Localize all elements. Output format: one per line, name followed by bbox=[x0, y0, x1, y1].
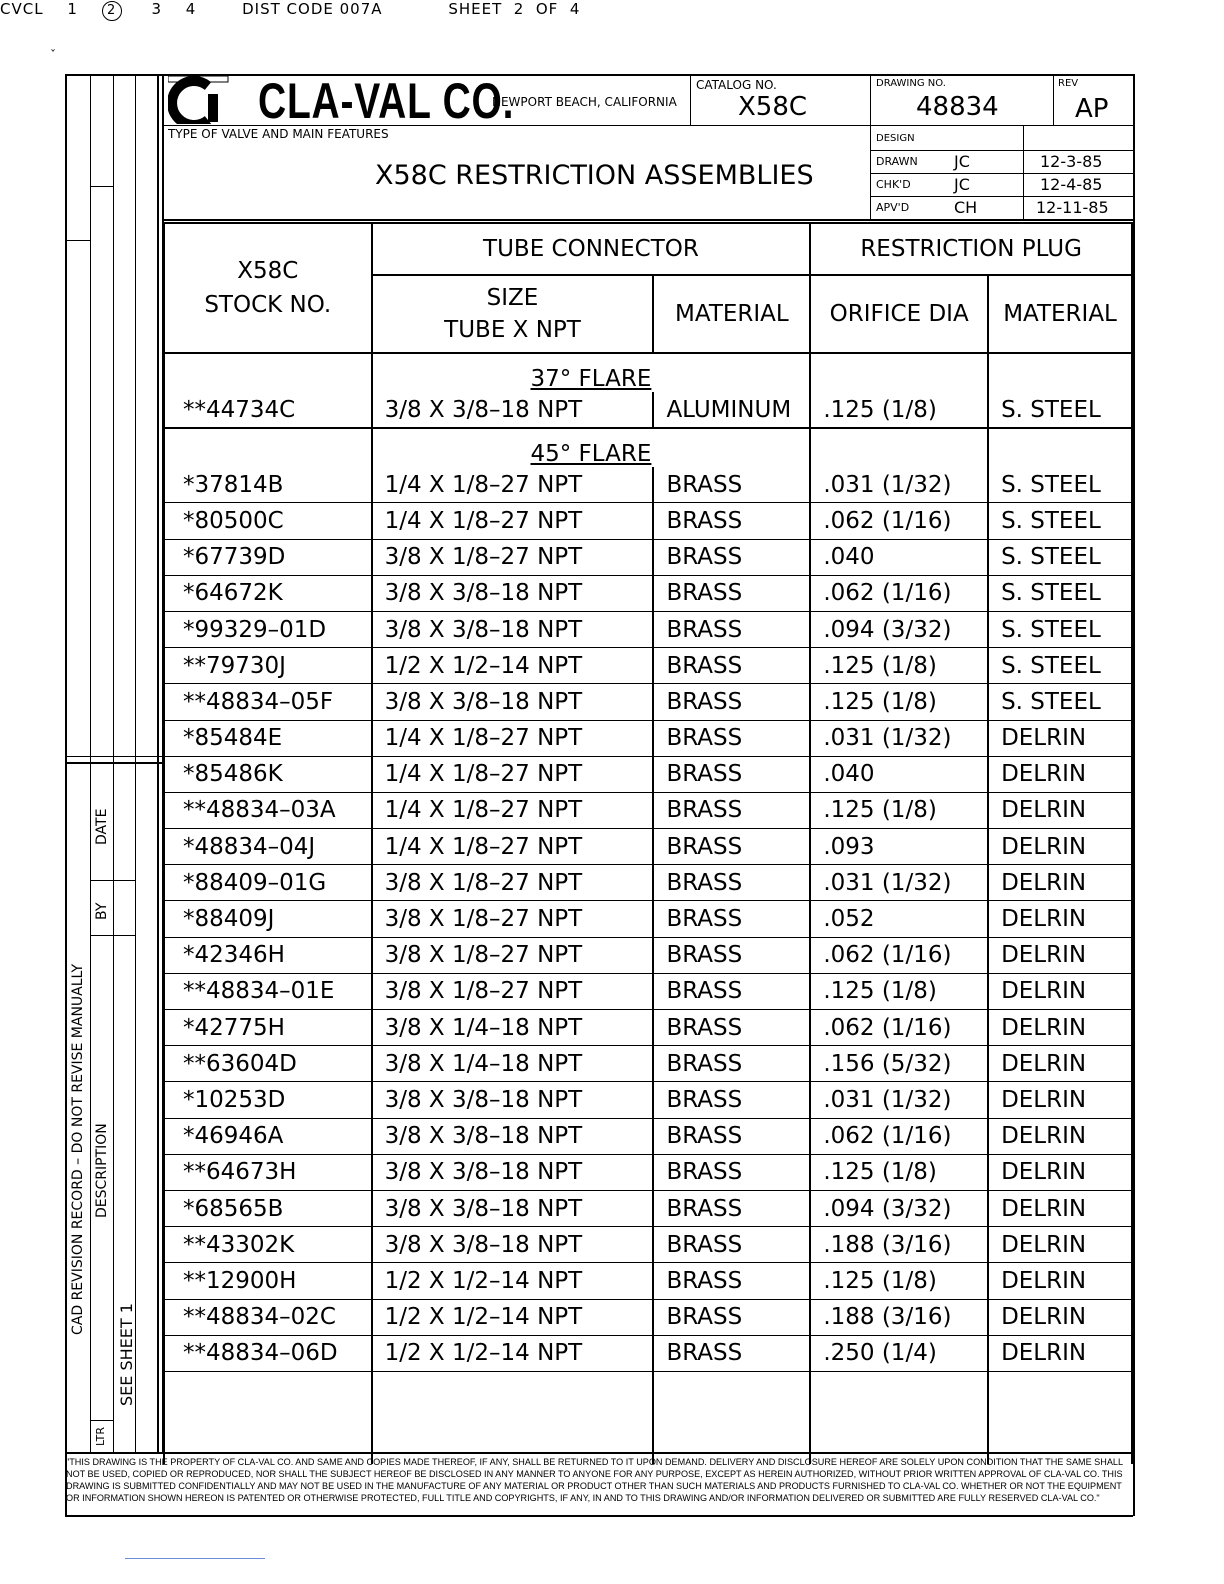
cvcl-label: CVCL bbox=[0, 0, 44, 18]
header-tube-connector: TUBE CONNECTOR bbox=[372, 223, 811, 275]
cell-plug: DELRIN bbox=[988, 1263, 1132, 1299]
header-size: SIZE TUBE X NPT bbox=[372, 275, 654, 353]
cell-size: 3/8 X 3/8–18 NPT bbox=[372, 1154, 654, 1190]
checked-date: 12-4-85 bbox=[1040, 175, 1103, 194]
cell-stock: **48834–03A bbox=[164, 792, 372, 828]
cell-orifice: .156 (5/32) bbox=[810, 1046, 988, 1082]
cell-plug: DELRIN bbox=[988, 792, 1132, 828]
see-sheet-note: SEE SHEET 1 bbox=[117, 1303, 136, 1406]
cell-stock: **48834–05F bbox=[164, 684, 372, 720]
approved-date: 12-11-85 bbox=[1036, 198, 1109, 217]
table-row bbox=[164, 1299, 1132, 1335]
section-header-row bbox=[164, 428, 1132, 467]
table-row bbox=[164, 575, 1132, 611]
cell-plug: DELRIN bbox=[988, 1190, 1132, 1226]
catalog-number: X58C bbox=[738, 92, 808, 122]
cell-stock: **48834–01E bbox=[164, 973, 372, 1009]
cell-stock: *42346H bbox=[164, 937, 372, 973]
flare-section-label: 37° FLARE bbox=[530, 366, 652, 392]
company-location: NEWPORT BEACH, CALIFORNIA bbox=[492, 95, 677, 109]
cell-material: BRASS bbox=[653, 611, 810, 647]
header-plug-material: MATERIAL bbox=[988, 275, 1132, 353]
cell-stock: *88409J bbox=[164, 901, 372, 937]
cell-stock: *42775H bbox=[164, 1010, 372, 1046]
section-header-row bbox=[164, 353, 1132, 392]
cvcl-option-3: 3 bbox=[151, 0, 163, 18]
cell-size: 1/4 X 1/8–27 NPT bbox=[372, 467, 654, 503]
cell-stock: *99329–01D bbox=[164, 611, 372, 647]
revision-ltr-header: LTR bbox=[94, 1427, 107, 1446]
cell-stock: *85484E bbox=[164, 720, 372, 756]
cell-plug: DELRIN bbox=[988, 901, 1132, 937]
cell-size: 1/4 X 1/8–27 NPT bbox=[372, 720, 654, 756]
cell-material: ALUMINUM bbox=[653, 392, 810, 428]
cell-orifice: .125 (1/8) bbox=[810, 392, 988, 428]
cell-size: 3/8 X 1/8–27 NPT bbox=[372, 865, 654, 901]
cell-material: BRASS bbox=[653, 1082, 810, 1118]
table-row bbox=[164, 792, 1132, 828]
cell-size: 1/4 X 1/8–27 NPT bbox=[372, 792, 654, 828]
table-row bbox=[164, 1046, 1132, 1082]
cell-stock: *88409–01G bbox=[164, 865, 372, 901]
cell-size: 3/8 X 3/8–18 NPT bbox=[372, 575, 654, 611]
header-stock-no: X58C STOCK NO. bbox=[164, 223, 372, 353]
cla-val-logo-icon bbox=[168, 76, 234, 124]
cell-size: 3/8 X 3/8–18 NPT bbox=[372, 684, 654, 720]
cell-size: 3/8 X 1/8–27 NPT bbox=[372, 539, 654, 575]
cell-material: BRASS bbox=[653, 648, 810, 684]
cell-plug: DELRIN bbox=[988, 829, 1132, 865]
drawn-by: JC bbox=[954, 152, 970, 171]
table-row bbox=[164, 756, 1132, 792]
cell-orifice: .188 (3/16) bbox=[810, 1299, 988, 1335]
cell-plug: DELRIN bbox=[988, 1227, 1132, 1263]
design-label: DESIGN bbox=[876, 133, 915, 144]
cell-orifice: .125 (1/8) bbox=[810, 684, 988, 720]
cell-material: BRASS bbox=[653, 1118, 810, 1154]
cell-material: BRASS bbox=[653, 1263, 810, 1299]
cell-plug: S. STEEL bbox=[988, 684, 1132, 720]
table-row bbox=[164, 648, 1132, 684]
cell-plug: DELRIN bbox=[988, 1299, 1132, 1335]
cell-stock: **12900H bbox=[164, 1263, 372, 1299]
cell-material: BRASS bbox=[653, 1335, 810, 1371]
cell-stock: **63604D bbox=[164, 1046, 372, 1082]
cell-orifice: .188 (3/16) bbox=[810, 1227, 988, 1263]
table-row bbox=[164, 937, 1132, 973]
cell-size: 1/2 X 1/2–14 NPT bbox=[372, 648, 654, 684]
cell-material: BRASS bbox=[653, 756, 810, 792]
cell-size: 1/2 X 1/2–14 NPT bbox=[372, 1335, 654, 1371]
checked-by: JC bbox=[954, 175, 970, 194]
cell-size: 1/2 X 1/2–14 NPT bbox=[372, 1299, 654, 1335]
cell-stock: **64673H bbox=[164, 1154, 372, 1190]
cell-size: 3/8 X 3/8–18 NPT bbox=[372, 1227, 654, 1263]
cell-plug: DELRIN bbox=[988, 1082, 1132, 1118]
cell-orifice: .125 (1/8) bbox=[810, 648, 988, 684]
table-row bbox=[164, 901, 1132, 937]
cell-plug: DELRIN bbox=[988, 973, 1132, 1009]
cell-plug: S. STEEL bbox=[988, 392, 1132, 428]
cell-size: 3/8 X 3/8–18 NPT bbox=[372, 1190, 654, 1226]
cell-stock: *68565B bbox=[164, 1190, 372, 1226]
cell-plug: S. STEEL bbox=[988, 503, 1132, 539]
revision-record-label: CAD REVISION RECORD – DO NOT REVISE MANUALLY bbox=[70, 963, 86, 1335]
flare-section-label: 45° FLARE bbox=[530, 441, 652, 468]
cell-stock: *80500C bbox=[164, 503, 372, 539]
cell-plug: DELRIN bbox=[988, 756, 1132, 792]
cell-stock: **43302K bbox=[164, 1227, 372, 1263]
drawn-date: 12-3-85 bbox=[1040, 152, 1103, 171]
cvcl-option-1: 1 bbox=[67, 0, 78, 18]
drawing-title: X58C RESTRICTION ASSEMBLIES bbox=[375, 160, 814, 191]
dist-code: DIST CODE 007A bbox=[242, 0, 383, 18]
drawn-label: DRAWN bbox=[876, 155, 918, 168]
sheet-number: SHEET 2 OF 4 bbox=[448, 0, 581, 18]
cell-size: 3/8 X 1/4–18 NPT bbox=[372, 1010, 654, 1046]
rev-value: AP bbox=[1075, 94, 1109, 124]
cell-orifice: .125 (1/8) bbox=[810, 1263, 988, 1299]
cell-material: BRASS bbox=[653, 901, 810, 937]
table-row bbox=[164, 1190, 1132, 1226]
cell-material: BRASS bbox=[653, 684, 810, 720]
cell-orifice: .062 (1/16) bbox=[810, 1010, 988, 1046]
cell-size: 1/4 X 1/8–27 NPT bbox=[372, 503, 654, 539]
cell-material: BRASS bbox=[653, 973, 810, 1009]
table-row bbox=[164, 1335, 1132, 1371]
cell-material: BRASS bbox=[653, 575, 810, 611]
cell-material: BRASS bbox=[653, 1154, 810, 1190]
cell-plug: DELRIN bbox=[988, 1118, 1132, 1154]
drawing-label: DRAWING NO. bbox=[876, 78, 946, 89]
table-row bbox=[164, 1082, 1132, 1118]
table-row bbox=[164, 467, 1132, 503]
cell-stock: **48834–06D bbox=[164, 1335, 372, 1371]
table-row bbox=[164, 865, 1132, 901]
cell-plug: S. STEEL bbox=[988, 467, 1132, 503]
cell-material: BRASS bbox=[653, 1227, 810, 1263]
cell-orifice: .250 (1/4) bbox=[810, 1335, 988, 1371]
cell-plug: DELRIN bbox=[988, 937, 1132, 973]
proprietary-notice: "THIS DRAWING IS THE PROPERTY OF CLA-VAL CO. AND SAME AND COPIES MADE THEREOF, IF ANY, SHALL BE RETURNED TO IT UPON DEMAND. DELIVERY AND DISCLOSURE HEREOF ARE SOLELY UPON CONDITION THAT THE SAME SHALL NOT BE USED, COPIED OR REPRODUCED, NOR SHALL THE SUBJECT HEREOF BE DISCLOSED IN ANY MANNER TO ANYONE FOR ANY PURPOSE, EXCEPT AS HEREIN AUTHORIZED, WITHOUT PRIOR WRITTEN APPROVAL OF CLA-VAL CO. THIS DRAWING IS SUBMITTED CONFIDENTIALLY AND MAY NOT BE USED IN THE MANUFACTURE OF ANY MATERIAL OR PRODUCT OTHER THAN SUCH MATERIALS AND PRODUCTS FURNISHED TO CLA-VAL CO. WHETHER OR NOT THE EQUIPMENT OR INFORMATION SHOWN HEREON IS PATENTED OR OTHERWISE PROTECTED, FULL TITLE AND COPYRIGHTS, IF ANY, IN AND TO THIS DRAWING AND/OR INFORMATION DELIVERED OR SUBMITTED ARE FULLY RESERVED CLA-VAL CO." bbox=[66, 1457, 1123, 1503]
valve-type-label: TYPE OF VALVE AND MAIN FEATURES bbox=[168, 127, 389, 141]
cell-material: BRASS bbox=[653, 792, 810, 828]
cell-size: 1/4 X 1/8–27 NPT bbox=[372, 829, 654, 865]
catalog-label: CATALOG NO. bbox=[696, 78, 777, 92]
cell-plug: DELRIN bbox=[988, 865, 1132, 901]
table-row bbox=[164, 1010, 1132, 1046]
cell-size: 3/8 X 1/8–27 NPT bbox=[372, 937, 654, 973]
cell-orifice: .062 (1/16) bbox=[810, 1118, 988, 1154]
cell-material: BRASS bbox=[653, 829, 810, 865]
cell-plug: DELRIN bbox=[988, 1010, 1132, 1046]
cell-size: 3/8 X 1/4–18 NPT bbox=[372, 1046, 654, 1082]
table-row bbox=[164, 611, 1132, 647]
cell-stock: *37814B bbox=[164, 467, 372, 503]
cell-orifice: .062 (1/16) bbox=[810, 503, 988, 539]
cell-plug: S. STEEL bbox=[988, 539, 1132, 575]
revision-by-header: BY bbox=[94, 902, 110, 920]
table-row bbox=[164, 684, 1132, 720]
cell-size: 1/2 X 1/2–14 NPT bbox=[372, 1263, 654, 1299]
cell-size: 3/8 X 3/8–18 NPT bbox=[372, 611, 654, 647]
cell-material: BRASS bbox=[653, 865, 810, 901]
cell-plug: S. STEEL bbox=[988, 575, 1132, 611]
revision-date-header: DATE bbox=[94, 808, 110, 845]
cell-material: BRASS bbox=[653, 467, 810, 503]
header-material: MATERIAL bbox=[653, 275, 810, 353]
cell-stock: *48834–04J bbox=[164, 829, 372, 865]
cell-orifice: .040 bbox=[810, 539, 988, 575]
cell-size: 1/4 X 1/8–27 NPT bbox=[372, 756, 654, 792]
cell-orifice: .031 (1/32) bbox=[810, 720, 988, 756]
cell-orifice: .052 bbox=[810, 901, 988, 937]
cell-material: BRASS bbox=[653, 1299, 810, 1335]
cell-orifice: .125 (1/8) bbox=[810, 792, 988, 828]
revision-description-header: DESCRIPTION bbox=[94, 1123, 110, 1218]
cell-plug: DELRIN bbox=[988, 1046, 1132, 1082]
cell-orifice: .125 (1/8) bbox=[810, 973, 988, 1009]
link-underline bbox=[125, 1558, 265, 1559]
table-row bbox=[164, 1154, 1132, 1190]
stray-mark: ˇ bbox=[50, 48, 56, 62]
table-row bbox=[164, 1227, 1132, 1263]
cell-plug: DELRIN bbox=[988, 1154, 1132, 1190]
cell-material: BRASS bbox=[653, 1190, 810, 1226]
cell-size: 3/8 X 3/8–18 NPT bbox=[372, 1118, 654, 1154]
table-row bbox=[164, 1263, 1132, 1299]
cell-material: BRASS bbox=[653, 539, 810, 575]
cell-orifice: .094 (3/32) bbox=[810, 611, 988, 647]
header-orifice-dia: ORIFICE DIA bbox=[810, 275, 988, 353]
cell-size: 3/8 X 3/8–18 NPT bbox=[372, 1082, 654, 1118]
drawing-number: 48834 bbox=[916, 92, 999, 122]
cell-orifice: .031 (1/32) bbox=[810, 865, 988, 901]
table-row bbox=[164, 1118, 1132, 1154]
cell-orifice: .062 (1/16) bbox=[810, 575, 988, 611]
cell-material: BRASS bbox=[653, 1010, 810, 1046]
checked-label: CHK'D bbox=[876, 178, 911, 191]
restriction-assemblies-table bbox=[163, 222, 1133, 1464]
cell-size: 3/8 X 3/8–18 NPT bbox=[372, 392, 654, 428]
cell-orifice: .040 bbox=[810, 756, 988, 792]
cell-orifice: .093 bbox=[810, 829, 988, 865]
cell-stock: *64672K bbox=[164, 575, 372, 611]
cell-plug: S. STEEL bbox=[988, 648, 1132, 684]
table-row bbox=[164, 829, 1132, 865]
cell-stock: **44734C bbox=[164, 392, 372, 428]
cell-orifice: .125 (1/8) bbox=[810, 1154, 988, 1190]
cell-stock: *10253D bbox=[164, 1082, 372, 1118]
cell-size: 3/8 X 1/8–27 NPT bbox=[372, 973, 654, 1009]
sheet-header bbox=[0, 0, 1224, 21]
table-row bbox=[164, 392, 1132, 428]
company-name: CLA-VAL CO. bbox=[258, 73, 515, 129]
table-row bbox=[164, 720, 1132, 756]
cell-plug: DELRIN bbox=[988, 1335, 1132, 1371]
cell-material: BRASS bbox=[653, 720, 810, 756]
cell-stock: **79730J bbox=[164, 648, 372, 684]
cvcl-option-4: 4 bbox=[185, 0, 197, 18]
rev-label: REV bbox=[1058, 78, 1079, 89]
cell-stock: *85486K bbox=[164, 756, 372, 792]
empty-row bbox=[164, 1371, 1132, 1464]
cell-stock: *46946A bbox=[164, 1118, 372, 1154]
approved-by: CH bbox=[954, 198, 978, 217]
cell-material: BRASS bbox=[653, 937, 810, 973]
cell-plug: S. STEEL bbox=[988, 611, 1132, 647]
cell-material: BRASS bbox=[653, 503, 810, 539]
cell-plug: DELRIN bbox=[988, 720, 1132, 756]
cell-orifice: .094 (3/32) bbox=[810, 1190, 988, 1226]
cell-orifice: .062 (1/16) bbox=[810, 937, 988, 973]
company-logo bbox=[168, 76, 234, 128]
table-row bbox=[164, 973, 1132, 1009]
cell-stock: **48834–02C bbox=[164, 1299, 372, 1335]
cvcl-option-selected: 2 bbox=[102, 1, 122, 21]
table-row bbox=[164, 539, 1132, 575]
cell-size: 3/8 X 1/8–27 NPT bbox=[372, 901, 654, 937]
cell-stock: *67739D bbox=[164, 539, 372, 575]
cell-material: BRASS bbox=[653, 1046, 810, 1082]
header-restriction-plug: RESTRICTION PLUG bbox=[810, 223, 1132, 275]
approved-label: APV'D bbox=[876, 201, 910, 214]
table-row bbox=[164, 503, 1132, 539]
cell-orifice: .031 (1/32) bbox=[810, 467, 988, 503]
cell-orifice: .031 (1/32) bbox=[810, 1082, 988, 1118]
